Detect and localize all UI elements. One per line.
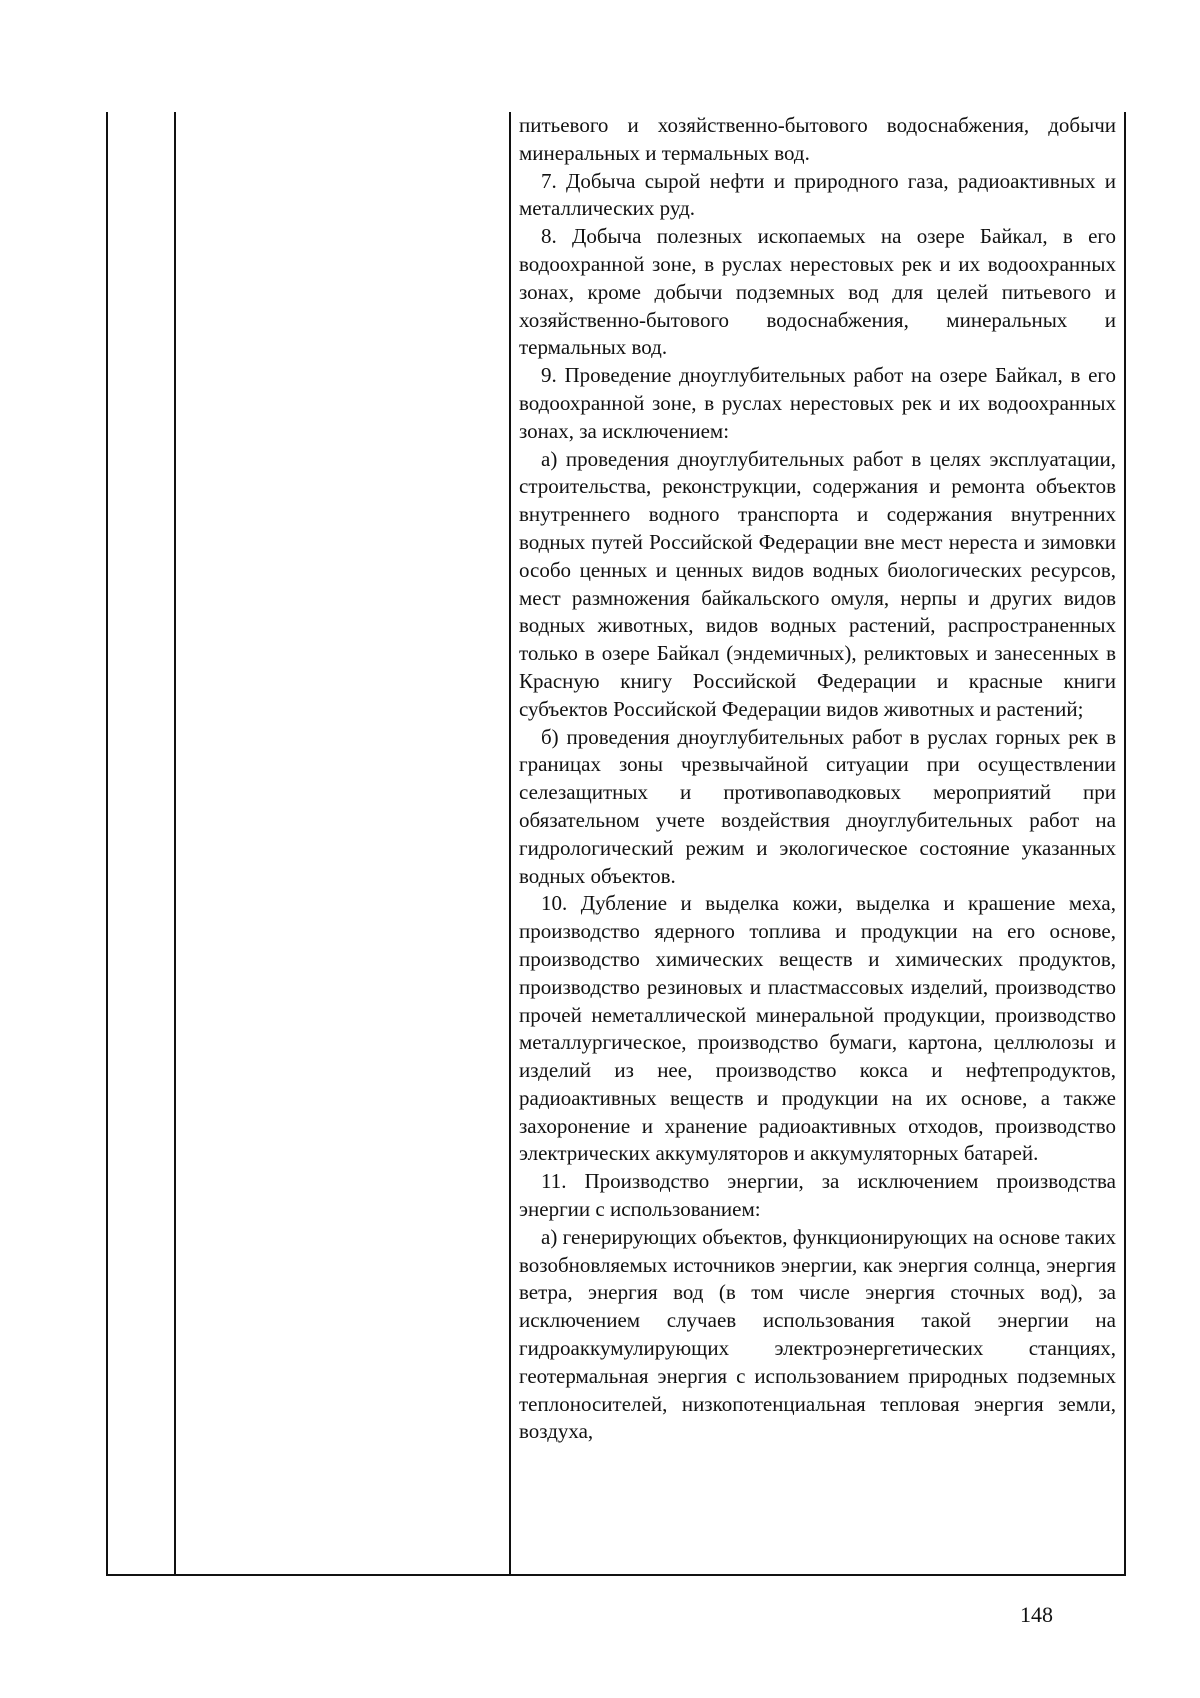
paragraph: питьевого и хозяйственно-бытового водоснабжения, добычи минеральных и термальных вод. — [519, 113, 1116, 165]
paragraph: 8. Добыча полезных ископаемых на озере Байкал, в его водоохранной зоне, в руслах нерестовых рек и их водоохранных зонах, кроме добычи подземных вод для целей питьевого и хозяйственно-бытового водоснабжения, минеральных и термальных вод. — [519, 224, 1116, 360]
table-column-divider-2 — [509, 112, 511, 1574]
paragraph: 11. Производство энергии, за исключением производства энергии с использованием: — [519, 1169, 1116, 1222]
table-border-left — [106, 112, 108, 1574]
paragraph: а) генерирующих объектов, функционирующих на основе таких возобновляемых источников энергии, как энергия солнца, энергия ветра, энергия вод (в том числе энергия сточных вод), за исключением случаев использования такой энергии на гидроаккумулирующих электроэнергетических станциях, геотермальная энергия с использованием природных подземных теплоносителей, низкопотенциальная тепловая энергия земли, воздуха, — [519, 1224, 1116, 1444]
paragraph: б) проведения дноуглубительных работ в руслах горных рек в границах зоны чрезвычайной ситуации при осуществлении селезащитных и противопаводковых мероприятий при обязательном учете воздействия дноуглубительных работ на гидрологический режим и экологическое состояние указанных водных объектов. — [519, 724, 1116, 888]
table-column-divider-1 — [174, 112, 176, 1574]
table-cell-text — [519, 112, 1116, 1446]
document-table — [106, 112, 1126, 1576]
paragraph: а) проведения дноуглубительных работ в целях эксплуатации, строительства, реконструкции, содержания и ремонта объектов внутреннего водного транспорта и содержания внутренних водных путей Российской Федерации вне мест нереста и зимовки особо ценных и ценных видов водных биологических ресурсов, мест размножения байкальского омуля, нерпы и других видов водных животных, видов водных растений, распространенных только в озере Байкал (эндемичных), реликтовых и занесенных в Красную книгу Российской Федерации и красные книги субъектов Российской Федерации видов животных и растений; — [519, 446, 1116, 721]
paragraph: 7. Добыча сырой нефти и природного газа, радиоактивных и металлических руд. — [519, 168, 1116, 221]
paragraph: 9. Проведение дноуглубительных работ на озере Байкал, в его водоохранной зоне, в руслах нерестовых рек и их водоохранных зонах, за исключением: — [519, 363, 1116, 443]
paragraph: 10. Дубление и выделка кожи, выделка и крашение меха, производство ядерного топлива и продукции на его основе, производство химических веществ и химических продуктов, производство резиновых и пластмассовых изделий, производство прочей неметаллической минеральной продукции, производство металлургическое, производство бумаги, картона, целлюлозы и изделий из нее, производство кокса и нефтепродуктов, радиоактивных веществ и продукции на их основе, а также захоронение и хранение радиоактивных отходов, производство электрических аккумуляторов и аккумуляторных батарей. — [519, 891, 1116, 1166]
page-number: 148 — [1020, 1602, 1053, 1627]
table-border-right — [1124, 112, 1126, 1574]
